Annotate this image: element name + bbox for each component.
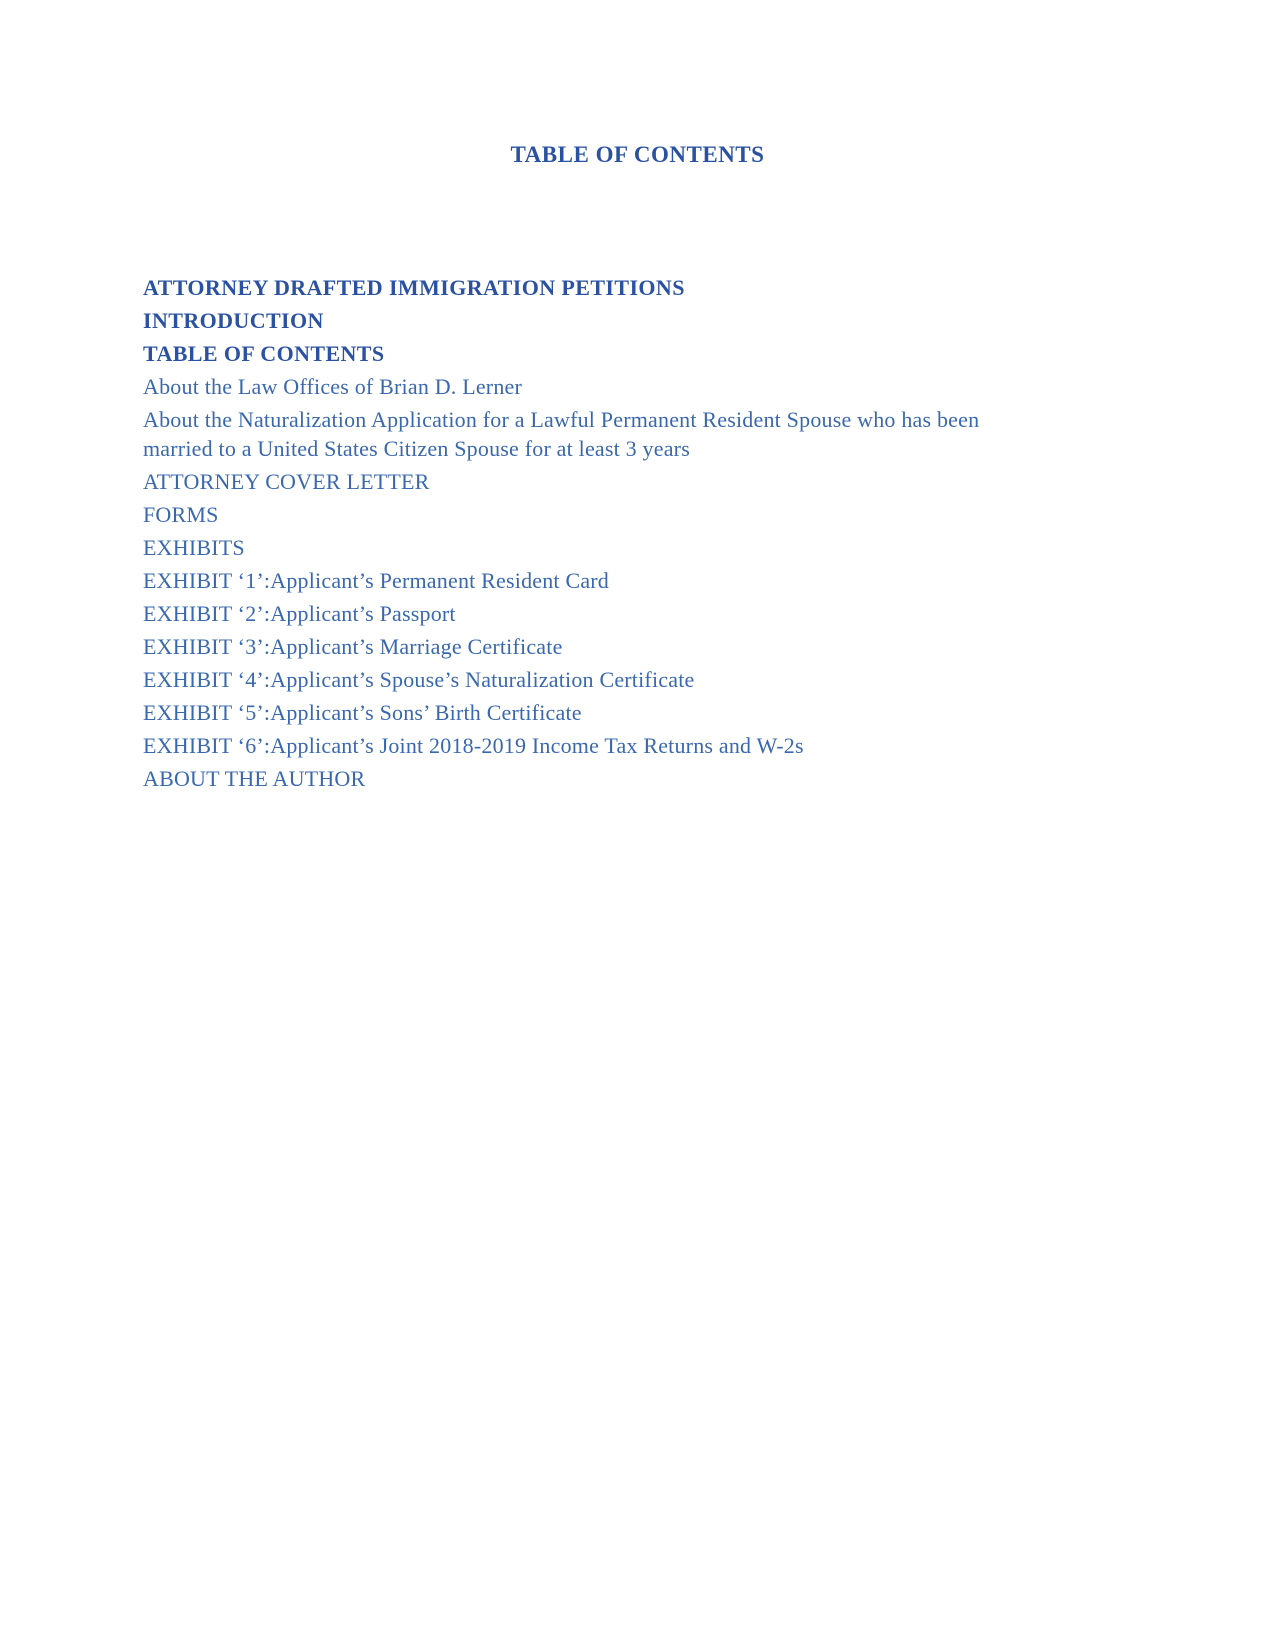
toc-item: TABLE OF CONTENTS: [143, 341, 385, 366]
toc-item: EXHIBIT ‘3’:Applicant’s Marriage Certificate: [143, 634, 563, 659]
toc-item: EXHIBIT ‘2’:Applicant’s Passport: [143, 601, 456, 626]
toc-item: FORMS: [143, 502, 219, 527]
toc-item: ATTORNEY COVER LETTER: [143, 469, 430, 494]
toc-item: EXHIBIT ‘4’:Applicant’s Spouse’s Naturalization Certificate: [143, 667, 695, 692]
toc-item: married to a United States Citizen Spouse for at least 3 years: [143, 436, 690, 461]
toc-item: ABOUT THE AUTHOR: [143, 766, 366, 791]
toc-item: About the Naturalization Application for a Lawful Permanent Resident Spouse who has been: [143, 407, 980, 432]
toc-item: About the Law Offices of Brian D. Lerner: [143, 374, 523, 399]
page-title: TABLE OF CONTENTS: [510, 142, 765, 167]
toc-list: [143, 273, 1123, 793]
toc-item: INTRODUCTION: [143, 308, 324, 333]
toc-item: EXHIBIT ‘6’:Applicant’s Joint 2018-2019 Income Tax Returns and W-2s: [143, 733, 804, 758]
toc-item: EXHIBIT ‘1’:Applicant’s Permanent Resident Card: [143, 568, 610, 593]
toc-item: ATTORNEY DRAFTED IMMIGRATION PETITIONS: [143, 275, 685, 300]
toc-item: EXHIBITS: [143, 535, 245, 560]
toc-item: EXHIBIT ‘5’:Applicant’s Sons’ Birth Certificate: [143, 700, 582, 725]
